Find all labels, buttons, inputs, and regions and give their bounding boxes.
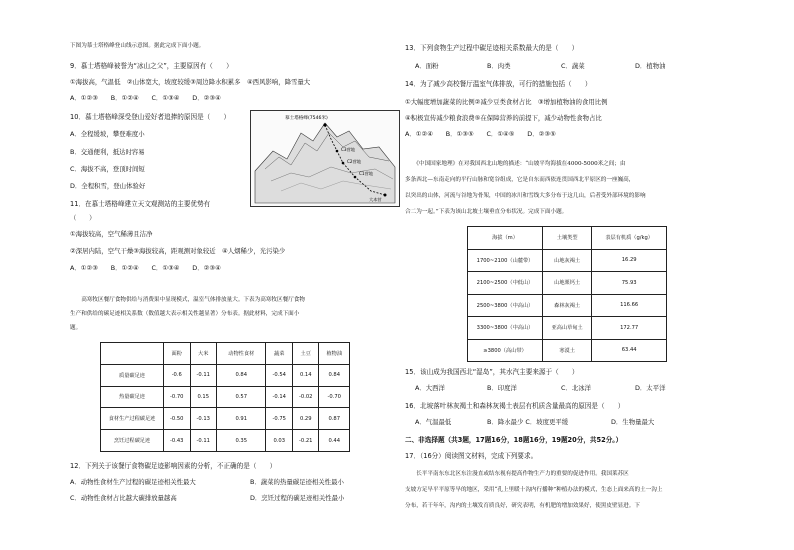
q10-option-c: C．海拔不高，登顶时间短 — [70, 165, 145, 173]
table-cell: -0.50 — [164, 408, 191, 430]
table-row — [468, 272, 667, 295]
passage2-line1: 《中国国家地理》在对我国西北山地的描述：“山坡平均海拔在4000-5000米之间；由 — [405, 161, 626, 167]
passage2-line2: 多条西北—东南走向的平行山脉和宽谷组成，它是自东而西依连贯国西北平原区的一座巍高， — [405, 177, 635, 183]
q10-option-d: D．全程积雪，登山体验好 — [70, 182, 146, 190]
table-cell: 热量碳足迹 — [101, 386, 164, 408]
table-row — [468, 249, 667, 272]
carbon-footprint-table — [100, 342, 350, 452]
table-row — [101, 430, 350, 452]
table-row — [468, 294, 667, 317]
table1-header: 蔬菜 — [266, 343, 293, 365]
map-label-c2: C2营地 — [347, 159, 361, 164]
soil-profile-table — [467, 226, 667, 362]
q17-para-1: 长平平南东东北区东注漫直或结东视有提高作物生产力的重要的促进作用。我国莱苏区 — [405, 471, 629, 477]
table1-header: 土豆 — [292, 343, 319, 365]
q17-stem: 17．（16分）阅读图文材料，完成下列要求。 — [405, 452, 538, 460]
q14-stem: 14．为了减少高校餐厅温室气体排放，可行的措施包括（ ） — [405, 80, 592, 88]
table-cell: 16.29 — [592, 249, 667, 272]
q14-choices: A．①②④ B．①③⑤ C．①④⑤ D．②③⑤ — [405, 130, 556, 138]
table-cell: 172.77 — [592, 317, 667, 340]
table-cell: 0.84 — [217, 364, 266, 386]
table2-header: 表层有机质（g/kg） — [592, 227, 667, 250]
table-cell: 0.03 — [266, 430, 293, 452]
q17-para-3: 分布，若干年年，沟内的土壤发育质良好，研究表明，有机肥的增加效果好，使黑皮壁显进。下 — [405, 503, 640, 509]
table-cell: 山地灰褐土 — [543, 249, 592, 272]
q9-stem: 9．慕士塔格峰被誉为“冰山之父”，主要原因有（ ） — [70, 62, 233, 70]
table-cell: 0.44 — [319, 430, 350, 452]
q13-stem: 13．下列食物生产过程中碳足迹相关系数最大的是（ ） — [405, 44, 579, 52]
section-heading: 二、非选择题（共3题，17题16分，18题16分，19题20分，共52分。） — [405, 436, 623, 444]
passage2-line4: 合二为一起。”下表为该山北坡土壤垂直分布状况。完成下面小题。 — [405, 209, 568, 215]
table-cell: 烹饪过程碳足迹 — [101, 430, 164, 452]
table1-header: 面粉 — [164, 343, 191, 365]
table-cell: 116.66 — [592, 294, 667, 317]
q13-choice-c: C．蔬菜 — [561, 62, 585, 70]
climbing-route-map — [250, 110, 400, 207]
table-cell: 食材生产过程碳足迹 — [101, 408, 164, 430]
table1-header — [101, 343, 164, 365]
table-row — [101, 364, 350, 386]
table-cell: -0.43 — [164, 430, 191, 452]
intro-line: 下图为慕士塔格峰登山线示意图。据此完成下面小题。 — [70, 43, 205, 49]
table-cell: 2100~2500（中低山） — [468, 272, 543, 295]
table-cell: 0.29 — [292, 408, 319, 430]
q17-para-2: 支坡方足旱平平原等旱的地区，采用“孔上里暖十沟内行播种”种植办法的模式，生态上面来高的土一沟上 — [405, 487, 663, 493]
q11-stem: 11．在慕士塔格峰建立天文观测站的主要优势有 — [70, 200, 211, 208]
table-cell: 75.93 — [592, 272, 667, 295]
table-cell: 0.35 — [217, 430, 266, 452]
table-cell: -0.70 — [164, 386, 191, 408]
table-cell: -0.75 — [266, 408, 293, 430]
table1-header: 大米 — [190, 343, 217, 365]
q15-choice-b: B．印度洋 — [487, 384, 517, 392]
mountain-illustration — [251, 111, 399, 206]
table-cell: -0.11 — [190, 364, 217, 386]
q13-choice-d: D．植物油 — [635, 62, 666, 70]
table-row — [101, 386, 350, 408]
q13-choice-a: A．面粉 — [415, 62, 439, 70]
q11-stem-2: （ ） — [70, 214, 96, 222]
table-cell: 森林灰褐土 — [543, 294, 592, 317]
map-label-c3: C3营地 — [341, 147, 355, 152]
map-label-c1: C1营地 — [359, 171, 373, 176]
map-label-base: 大本营 — [369, 197, 382, 202]
q14-line1: ①大幅度增加蔬菜的比例②减少豆类食材占比 ③增加植物油的食用比例 — [405, 98, 608, 106]
q12-stem: 12．下列关于该餐厅食物碳足迹影响因素的分析，不正确的是（ ） — [70, 462, 277, 470]
table-cell: -0.70 — [319, 386, 350, 408]
q12-option-c: C．动物性食材占比越大碳排放量越高 — [70, 494, 177, 502]
q15-choice-c: C．北冰洋 — [561, 384, 592, 392]
table-cell: 0.15 — [190, 386, 217, 408]
q15-choice-a: A．大西洋 — [415, 384, 445, 392]
table-cell: 0.87 — [319, 408, 350, 430]
table-cell: -0.21 — [292, 430, 319, 452]
q12-option-a: A．动物性食材生产过程的碳足迹相关性最大 — [70, 478, 196, 486]
table-cell: -0.02 — [292, 386, 319, 408]
table-row — [468, 317, 667, 340]
q14-line2: ④积极宣传减少粮食浪费⑤在保障营养的前提下，减少动物性食物占比 — [405, 114, 602, 122]
table2-header: 海拔（m） — [468, 227, 543, 250]
q11-line1: ①海拔较高，空气稀薄且洁净 — [70, 230, 153, 238]
q9-choices: A．①②③ B．①②④ C．①③④ D．②③④ — [70, 94, 221, 102]
table-cell: 2500~3800（中高山） — [468, 294, 543, 317]
table-cell: 0.91 — [217, 408, 266, 430]
passage2-line3: 以突出的山体，河流与谷地为骨架，中国的冰川和雪线大多分布于这几山，后者受外部环境的影响 — [405, 193, 646, 199]
table-cell: 0.14 — [292, 364, 319, 386]
passage-line2: 生产和供给的碳足迹相关系数（数值越大表示相关性越显著）分布表。据此材料，完成下面小 — [70, 311, 300, 317]
table-cell: ≥3800（高山带） — [468, 339, 543, 362]
table-cell: 0.84 — [319, 364, 350, 386]
q10-option-a: A．全程缓坡，攀登难度小 — [70, 130, 145, 138]
map-label-peak: 慕士塔格峰(7546米) — [285, 116, 328, 121]
table-cell: 山地栗钙土 — [543, 272, 592, 295]
table-cell: -0.54 — [266, 364, 293, 386]
passage-line3: 题。 — [70, 325, 82, 331]
table-cell: 亚高山草甸土 — [543, 317, 592, 340]
q16-stem: 16．北坡落叶林灰褐土和森林灰褐土表层有机质含量最高的原因是（ ） — [405, 402, 625, 410]
q9-options: ①海拔高，气温低 ②山体宽大，坡度较缓③周边降水积累多 ④西风影响，降雪量大 — [70, 78, 311, 86]
q15-choice-d: D．太平洋 — [635, 384, 666, 392]
table-cell: -0.11 — [190, 430, 217, 452]
table2-header: 土壤类型 — [543, 227, 592, 250]
table-cell: 寒漠土 — [543, 339, 592, 362]
passage-line1: 高寒牧区餐厅食物供给与消费果中显现模式，温室气体排放量大。下表为高寒牧区餐厅食物 — [70, 297, 305, 303]
table-row — [101, 408, 350, 430]
table-cell: 0.57 — [217, 386, 266, 408]
table1-header: 动物性食材 — [217, 343, 266, 365]
q11-choices: A．①②③ B．①②④ C．①③④ D．②③④ — [70, 264, 221, 272]
q11-line2: ②深居内陆，空气干燥③海拔较高，距观测对象较近 ④人烟稀少，光污染少 — [70, 247, 286, 255]
q15-stem: 15．该山成为我国西北“湿岛”，其水汽主要来源于（ ） — [405, 368, 579, 376]
q10-option-b: B．交通便利，抵达时容易 — [70, 148, 145, 156]
q10-stem: 10．慕士塔格峰深受登山爱好者追捧的原因是（ ） — [70, 113, 231, 121]
table-cell: 质量碳足迹 — [101, 364, 164, 386]
table-cell: 3300~3800（中高山） — [468, 317, 543, 340]
table-cell: 63.44 — [592, 339, 667, 362]
table-cell: -0.6 — [164, 364, 191, 386]
table1-header: 植物油 — [319, 343, 350, 365]
table-cell: 1700~2100（山麓带） — [468, 249, 543, 272]
q16-choice-b: B．降水最少 C．坡度更平缓 — [487, 418, 569, 426]
q16-choice-a: A．气温最低 — [415, 418, 452, 426]
q12-option-d: D．烹饪过程的碳足迹相关性最小 — [250, 494, 345, 502]
q13-choice-b: B．肉类 — [487, 62, 511, 70]
table-row — [468, 339, 667, 362]
q12-option-b: B．蔬菜的热量碳足迹相关性最小 — [250, 478, 344, 486]
table-cell: -0.14 — [266, 386, 293, 408]
table-cell: -0.13 — [190, 408, 217, 430]
q16-choice-d: D．生物量最大 — [611, 418, 655, 426]
